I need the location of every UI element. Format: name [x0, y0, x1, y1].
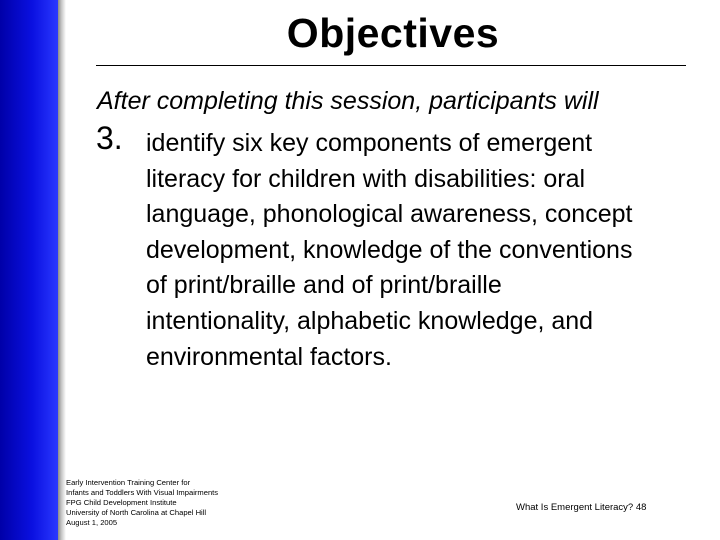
objective-line: literacy for children with disabilities: oral: [146, 164, 586, 193]
objective-line: development, knowledge of the conventions: [146, 235, 633, 264]
side-bar-shadow: [58, 0, 66, 540]
title-divider: [96, 65, 686, 66]
objective-number: 3.: [96, 120, 123, 156]
objective-line: environmental factors.: [146, 342, 392, 371]
footer-line: August 1, 2005: [66, 518, 118, 527]
footer-line: Early Intervention Training Center for: [66, 478, 191, 487]
objective-line: intentionality, alphabetic knowledge, and: [146, 306, 594, 335]
objective-line: identify six key components of emergent: [146, 129, 593, 157]
objective-line: language, phonological awareness, concept: [146, 200, 633, 229]
slide-title: Objectives: [286, 10, 500, 56]
objective-text: [146, 126, 706, 375]
objective-line: of print/braille and of print/braille: [146, 271, 502, 300]
footer-page-label: What Is Emergent Literacy? 48: [516, 502, 647, 513]
footer-line: University of North Carolina at Chapel Hill: [66, 508, 207, 517]
side-accent-bar: [0, 0, 58, 540]
objectives-intro: After completing this session, participants will: [97, 87, 599, 115]
footer-line: FPG Child Development Institute: [66, 498, 177, 507]
footer-organization: [66, 478, 218, 528]
footer-line: Infants and Toddlers With Visual Impairments: [66, 488, 219, 497]
